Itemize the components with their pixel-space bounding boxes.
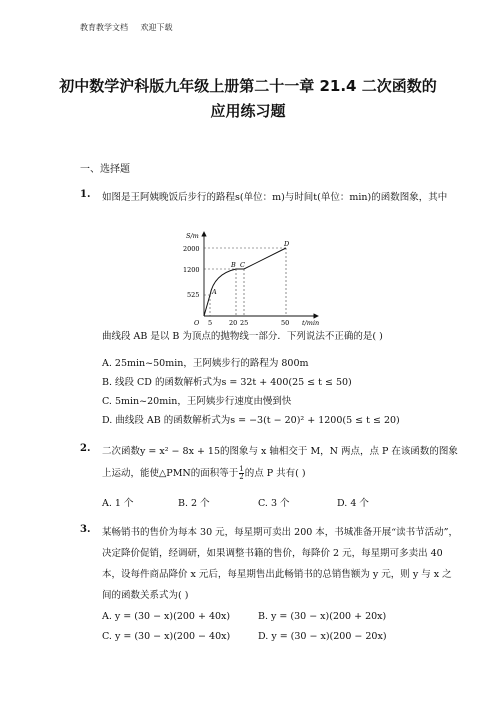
q3-option-d[interactable]: D. y = (30 − x)(200 − 20x) (258, 631, 387, 642)
q2-option-c[interactable]: C. 3 个 (258, 498, 290, 509)
q2-text2-post: 的点 P 共有( ) (244, 468, 306, 479)
q3-line-3: 本，设每件商品降价 x 元后，每星期售出此畅销书的总销售额为 y 元，则 y 与 x 之 (102, 569, 452, 580)
q3-line-1: 某畅销书的售价为每本 30 元，每星期可卖出 200 本，书城准备开展“读书节活动”， (102, 527, 459, 538)
y-tick-525: 525 (187, 291, 200, 299)
point-A: A (212, 288, 217, 296)
page-header (80, 22, 183, 33)
q2-text: 二次函数y = x² − 8x + 15的图象与 x 轴相交于 M，N 两点，点 P 在该函数的图象 (102, 446, 458, 457)
y-tick-1200: 1200 (183, 266, 200, 274)
header-right: 欢迎下载 (140, 23, 173, 32)
q1-graph (180, 226, 330, 330)
q1-option-b[interactable]: B. 线段 CD 的函数解析式为s = 32t + 400(25 ≤ t ≤ 50) (102, 377, 352, 388)
point-C: C (240, 261, 245, 269)
q2-fraction (239, 466, 243, 481)
y-tick-2000: 2000 (183, 245, 200, 253)
q3-line-4: 间的函数关系式为( ) (102, 590, 189, 601)
q2-option-a[interactable]: A. 1 个 (102, 498, 134, 509)
x-tick-25: 25 (240, 319, 249, 327)
q1-option-a[interactable]: A. 25min~50min，王阿姨步行的路程为 800m (102, 358, 309, 369)
q2-option-d[interactable]: D. 4 个 (337, 498, 369, 509)
q1-text: 如图是王阿姨晚饭后步行的路程s(单位：m)与时间t(单位：min)的函数图象，其中 (102, 192, 448, 203)
q2-frac-den: 2 (239, 473, 244, 481)
doc-title-line2: 应用练习题 (210, 102, 286, 120)
q3-number: 3. (80, 524, 91, 535)
q2-text2 (102, 465, 306, 481)
x-axis-label: t/min (302, 319, 320, 327)
q1-option-d[interactable]: D. 曲线段 AB 的函数解析式为s = −3(t − 20)² + 1200(5 ≤ t ≤ 20) (102, 415, 400, 426)
q2-text2-pre: 上运动，能使△PMN的面积等于 (102, 468, 239, 479)
q3-option-a[interactable]: A. y = (30 − x)(200 + 40x) (102, 611, 231, 622)
x-tick-20: 20 (229, 319, 238, 327)
header-left: 教育教学文档 (80, 23, 128, 32)
point-B: B (231, 261, 236, 269)
q2-option-b[interactable]: B. 2 个 (178, 498, 210, 509)
doc-title-line1: 初中数学沪科版九年级上册第二十一章 21.4 二次函数的 (59, 77, 437, 95)
q2-number: 2. (80, 443, 91, 454)
section-heading: 一、选择题 (80, 164, 130, 175)
q3-line-2: 决定降价促销，经调研，如果调整书籍的售价，每降价 2 元，每星期可多卖出 40 (102, 548, 443, 559)
q1-text2: 曲线段 AB 是以 B 为顶点的抛物线一部分．下列说法不正确的是( ) (102, 331, 383, 342)
q3-option-b[interactable]: B. y = (30 − x)(200 + 20x) (258, 611, 387, 622)
q1-option-c[interactable]: C. 5min~20min，王阿姨步行速度由慢到快 (102, 396, 292, 407)
q2-frac-num: 1 (239, 465, 244, 473)
q3-option-c[interactable]: C. y = (30 − x)(200 − 40x) (102, 631, 231, 642)
graph-curve (204, 248, 286, 316)
y-axis-label: S/m (186, 232, 199, 240)
x-tick-50: 50 (281, 319, 290, 327)
point-D: D (284, 240, 290, 248)
q1-number: 1. (80, 189, 91, 200)
x-tick-5: 5 (208, 319, 213, 327)
origin-label: O (194, 319, 200, 327)
